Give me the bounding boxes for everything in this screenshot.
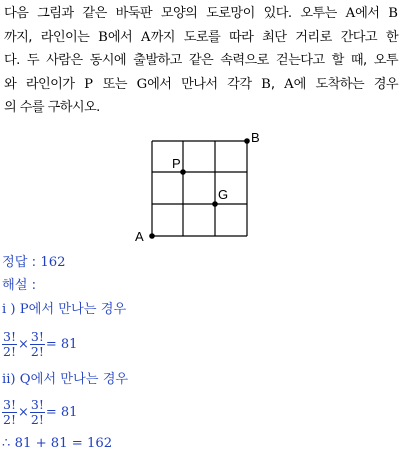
conclusion-line [2, 434, 398, 454]
case1-fraction-2 [30, 330, 45, 359]
point-b-dot [244, 138, 250, 144]
final-sum: 81 + 81 = 162 [14, 436, 113, 451]
text-segment: 의 수를 구하시오. [4, 100, 100, 115]
answer-label: 정답 : [2, 255, 37, 270]
text-segment: 다. 두 사람은 동시에 출발하고 같은 속력으로 걷는다고 할 때, 오투 [4, 53, 398, 68]
explanation-label: 해설 : [2, 278, 37, 293]
point-a-dot [149, 233, 155, 239]
label-a: A [135, 229, 144, 244]
answer-line [2, 253, 398, 273]
grid-lines [152, 141, 247, 236]
case2-text: 에서 만나는 경우 [30, 372, 129, 387]
text-segment: 까지, 라인이는 [4, 29, 99, 45]
case1-heading [2, 300, 398, 320]
case2-fraction-1-numerator: 3! [3, 396, 16, 412]
text-segment: 에서 [107, 29, 142, 45]
case1-fraction-1-denominator: 2! [3, 343, 16, 359]
label-b: B [251, 130, 260, 145]
point-p-dot [180, 169, 186, 175]
case2-equation [2, 394, 398, 430]
text-segment: 에 도착하는 경우 [293, 76, 398, 92]
text-segment: 또는 [92, 76, 137, 92]
text-segment: , [270, 76, 285, 92]
math-symbol: B [261, 76, 271, 92]
math-symbol: A [284, 76, 294, 92]
case2-fraction-2-denominator: 2! [30, 411, 44, 427]
case2-heading [2, 370, 398, 390]
answer-value: 162 [40, 255, 66, 270]
case2-marker: ii) [2, 372, 16, 387]
text-segment: 다음 그림과 같은 바둑판 모양의 도로망이 있다. 오투는 [4, 6, 346, 21]
case1-fraction-2-numerator: 3! [30, 328, 44, 344]
text-segment: 에서 [355, 6, 389, 21]
case1-marker: i ) [2, 302, 16, 317]
case1-equation [2, 326, 398, 362]
case2-fraction-1-denominator: 2! [3, 411, 16, 427]
point-g-dot [212, 201, 218, 207]
case1-fraction-2-denominator: 2! [30, 343, 44, 359]
math-symbol: P [84, 76, 93, 92]
math-symbol: G [136, 76, 148, 92]
case2-times: × [17, 404, 29, 420]
case2-fraction-2-numerator: 3! [30, 396, 44, 412]
case2-point: Q [19, 372, 31, 387]
math-symbol: B [388, 6, 398, 21]
label-p: P [172, 156, 181, 171]
case1-point: P [19, 302, 29, 317]
case2-result: = 81 [45, 404, 78, 420]
text-segment: 에서 만나서 각각 [147, 76, 262, 92]
math-symbol: B [98, 29, 108, 45]
label-g: G [218, 187, 229, 202]
case1-times: × [17, 336, 29, 352]
case1-fraction-1 [2, 330, 17, 359]
math-symbol: A [345, 6, 356, 21]
case1-fraction-1-numerator: 3! [3, 328, 16, 344]
therefore-symbol: ∴ [2, 436, 11, 451]
math-symbol: A [141, 29, 151, 45]
case1-result: = 81 [45, 336, 78, 352]
case2-fraction-1 [2, 398, 17, 427]
text-segment: 와 라인이가 [4, 76, 85, 92]
text-segment: 까지 도로를 따라 최단 거리로 간다고 한 [150, 29, 398, 45]
case1-text: 에서 만나는 경우 [28, 302, 127, 317]
case2-fraction-2 [30, 398, 45, 427]
